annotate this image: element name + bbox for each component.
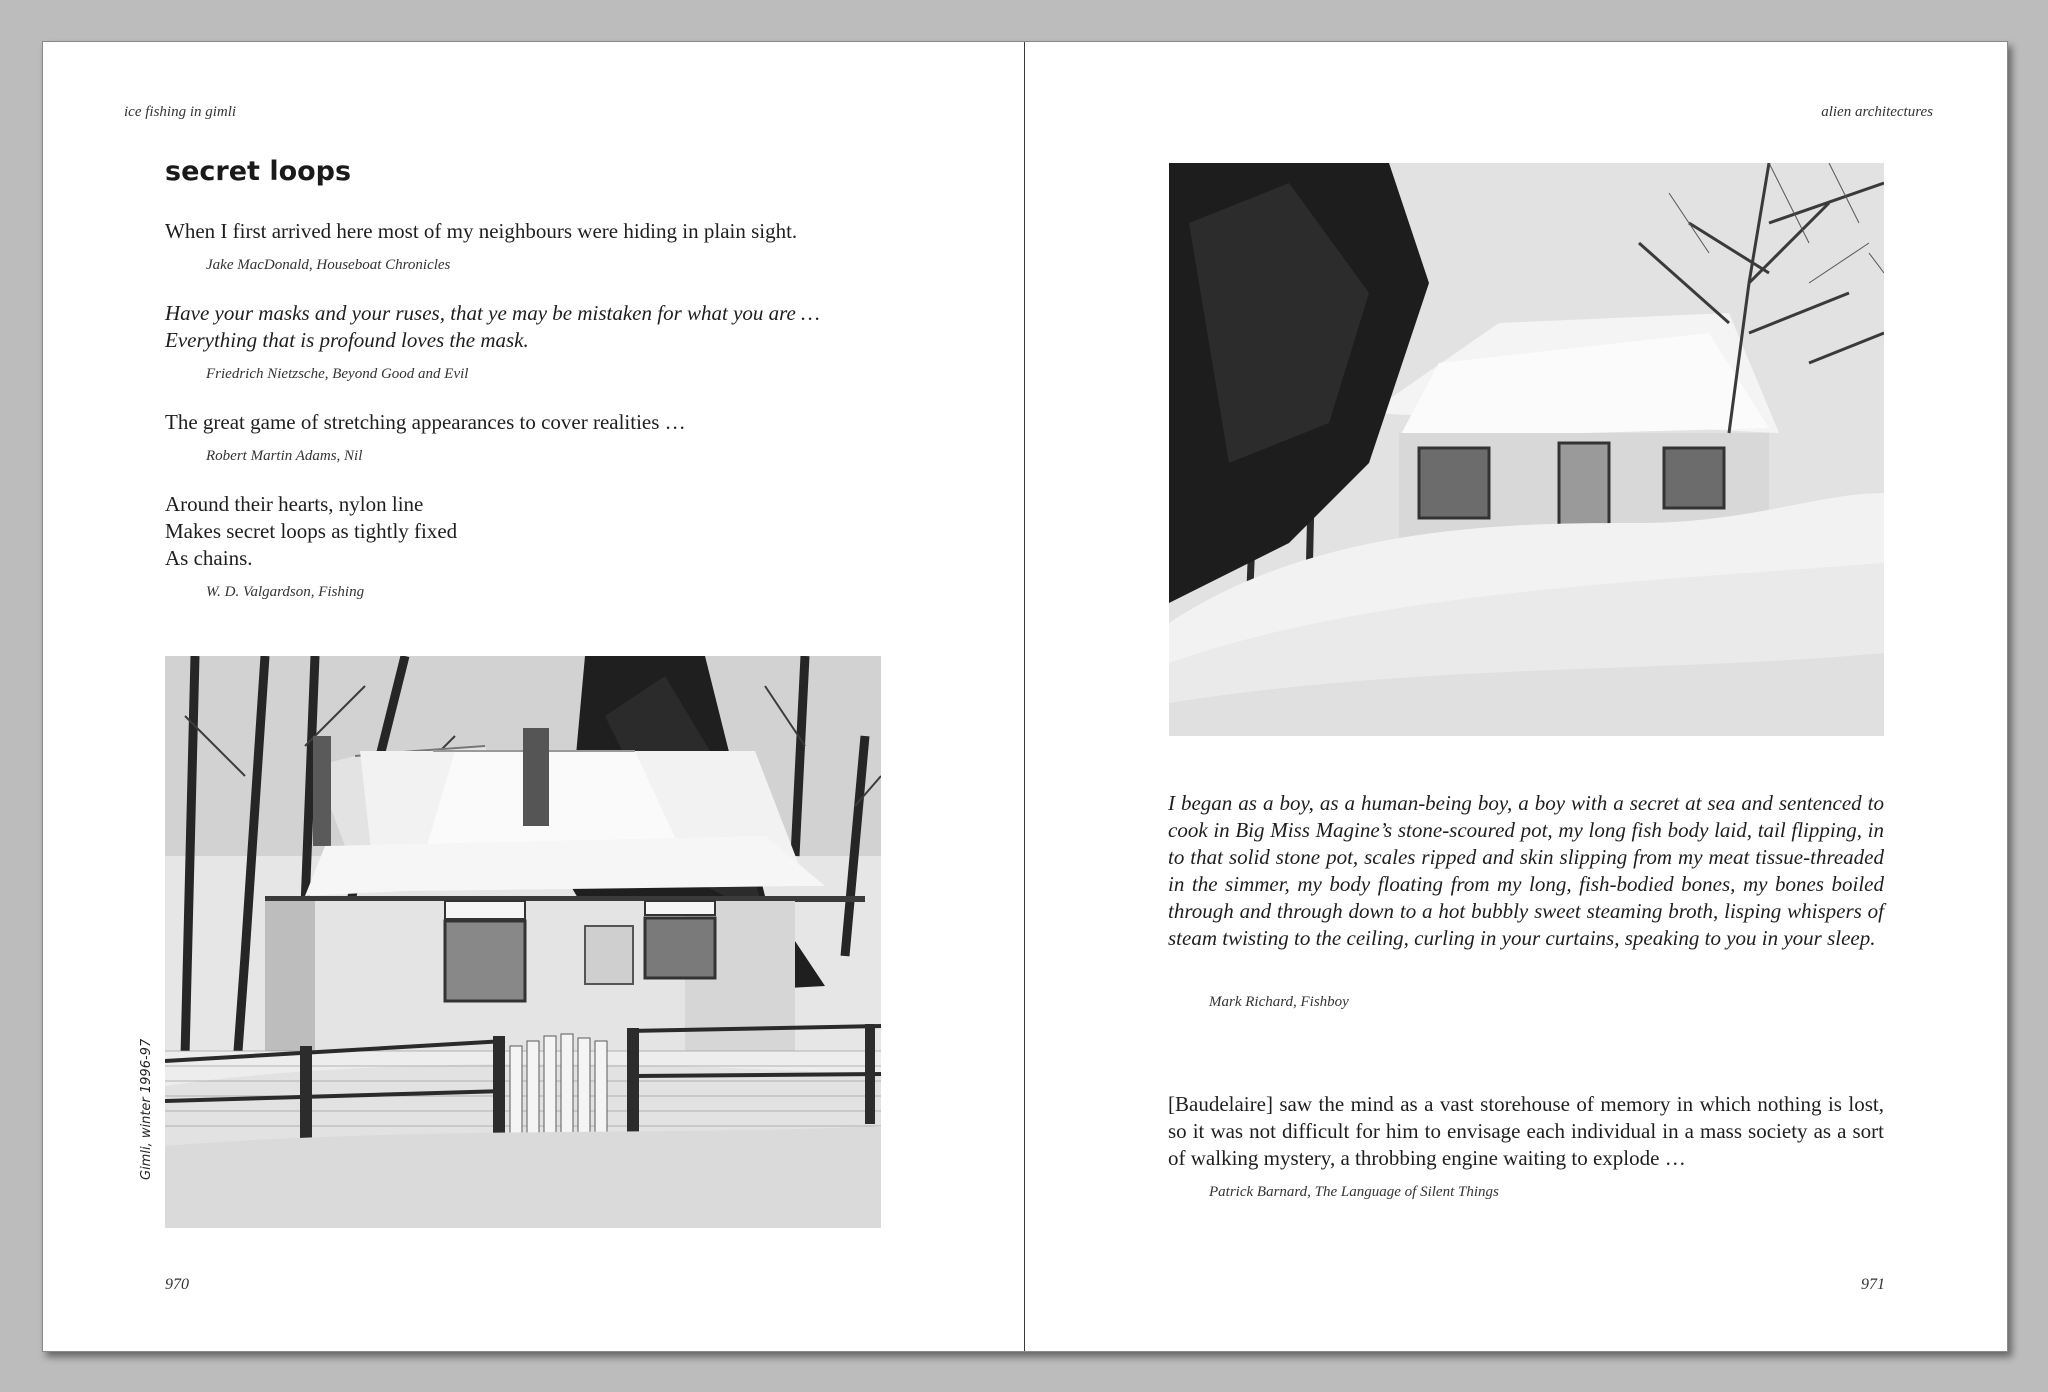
epigraph-text: The great game of stretching appearances to cover realities … — [165, 410, 686, 434]
chapter-title: secret loops — [165, 156, 352, 187]
epigraph-attribution: Robert Martin Adams, Nil — [206, 448, 363, 464]
quote-attribution: Patrick Barnard, The Language of Silent Things — [1209, 1184, 1499, 1200]
fishboy-quote — [1168, 790, 1884, 952]
quote-text: [Baudelaire] saw the mind as a vast storehouse of memory in which nothing is lost, so it was not difficult for him to envisage each individual in a mass society as a sort of walking mystery, a throbbing engine waiting to explode … — [1168, 1092, 1884, 1170]
epigraph-text: Makes secret loops as tightly fixed — [165, 519, 458, 543]
epigraph-attribution: Friedrich Nietzsche, Beyond Good and Evil — [206, 366, 469, 382]
left-folio: 970 — [165, 1276, 189, 1293]
epigraph-attribution: Jake MacDonald, Houseboat Chronicles — [206, 257, 451, 273]
left-running-head: ice fishing in gimli — [124, 104, 237, 120]
epigraph-4 — [165, 491, 885, 572]
snowdrift-photo — [1169, 163, 1884, 736]
epigraph-text: As chains. — [165, 546, 253, 570]
cottage-photo — [165, 656, 881, 1228]
epigraph-attribution: W. D. Valgardson, Fishing — [206, 584, 365, 600]
page-gutter — [1024, 42, 1025, 1351]
right-folio: 971 — [1861, 1276, 1885, 1293]
photo-caption: Gimli, winter 1996-97 — [139, 1038, 154, 1180]
epigraph-text: Have your masks and your ruses, that ye may be mistaken for what you are … — [165, 301, 820, 325]
epigraph-2 — [165, 300, 905, 354]
quote-attribution: Mark Richard, Fishboy — [1209, 994, 1349, 1010]
right-running-head: alien architectures — [1821, 104, 1933, 120]
epigraph-1 — [165, 218, 885, 245]
epigraph-3 — [165, 409, 885, 436]
epigraph-text: Around their hearts, nylon line — [165, 492, 424, 516]
book-spread — [42, 41, 2008, 1352]
baudelaire-quote — [1168, 1091, 1884, 1172]
epigraph-text: When I first arrived here most of my neighbours were hiding in plain sight. — [165, 219, 798, 243]
epigraph-text: Everything that is profound loves the mask. — [165, 328, 529, 352]
quote-text: I began as a boy, as a human-being boy, a boy with a secret at sea and sentenced to cook in Big Miss Magine’s stone-scoured pot, my long fish body laid, tail flipping, in to that solid stone pot, scales ripped and skin slipping from my meat tissue-threaded in the simmer, my body floating from my long, fish-bodied bones, my bones boiled through and through down to a hot bubbly sweet steaming broth, lisping whispers of steam twisting to the ceiling, curling in your curtains, speaking to you in your sleep. — [1168, 791, 1884, 950]
